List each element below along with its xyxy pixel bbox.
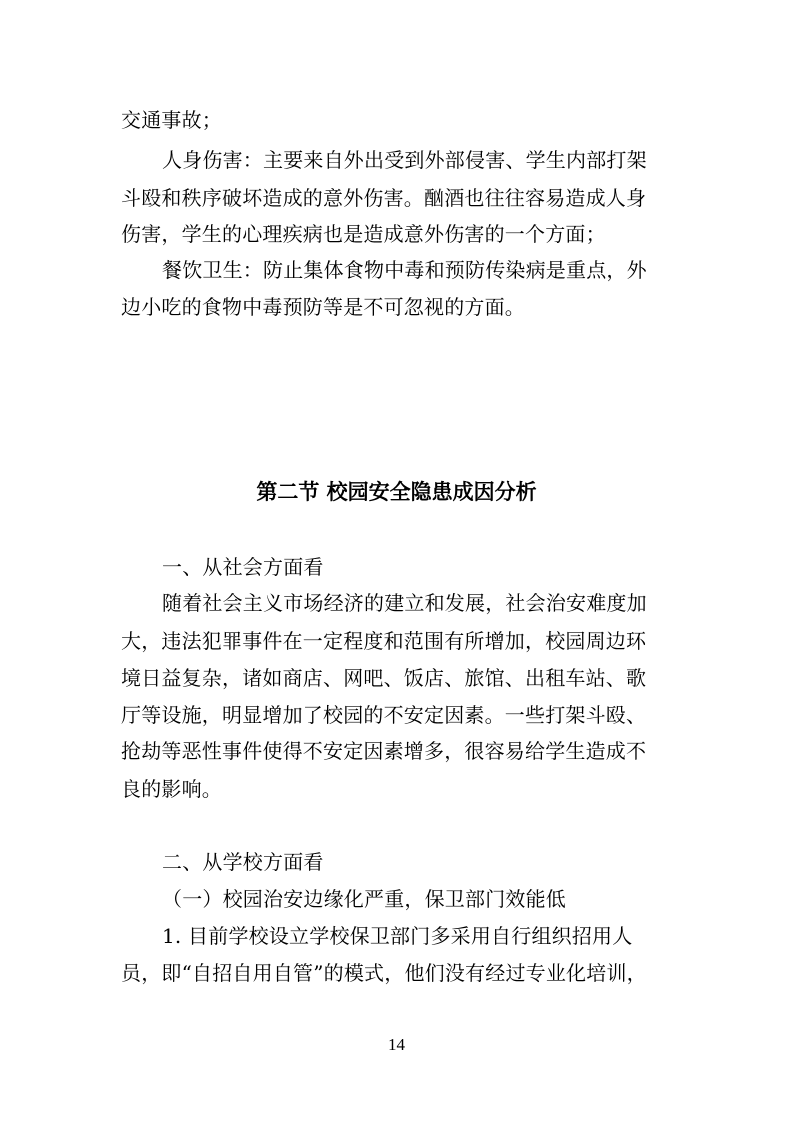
para-line: 餐饮卫生：防止集体食物中毒和预防传染病是重点，外 bbox=[162, 258, 647, 282]
subheading: （一）校园治安边缘化严重，保卫部门效能低 bbox=[162, 887, 566, 911]
para-line: 人身伤害：主要来自外出受到外部侵害、学生内部打架 bbox=[162, 148, 647, 172]
para-line: 边小吃的食物中毒预防等是不可忽视的方面。 bbox=[121, 295, 525, 319]
page-number: 14 bbox=[388, 1035, 405, 1054]
para-line: 1. 目前学校设立学校保卫部门多采用自行组织招用人 bbox=[162, 924, 633, 948]
subheading: 二、从学校方面看 bbox=[162, 850, 324, 874]
para-line: 厅等设施，明显增加了校园的不安定因素。一些打架斗殴、 bbox=[121, 703, 647, 727]
subheading: 一、从社会方面看 bbox=[162, 555, 324, 579]
para-line: 伤害，学生的心理疾病也是造成意外伤害的一个方面； bbox=[121, 222, 606, 246]
para-line: 交通事故； bbox=[121, 108, 222, 132]
para-line: 随着社会主义市场经济的建立和发展，社会治安难度加 bbox=[162, 591, 647, 615]
para-line: 良的影响。 bbox=[121, 777, 222, 801]
section-title: 第二节 校园安全隐患成因分析 bbox=[256, 480, 537, 504]
para-line: 抢劫等恶性事件使得不安定因素增多，很容易给学生造成不 bbox=[121, 739, 647, 763]
para-line: 大，违法犯罪事件在一定程度和范围有所增加，校园周边环 bbox=[121, 629, 647, 653]
para-line: 境日益复杂，诸如商店、网吧、饭店、旅馆、出租车站、歌 bbox=[121, 666, 647, 690]
para-line: 斗殴和秩序破坏造成的意外伤害。酗酒也往往容易造成人身 bbox=[121, 186, 647, 210]
para-line: 员，即“自招自用自管”的模式，他们没有经过专业化培训， bbox=[121, 961, 647, 985]
